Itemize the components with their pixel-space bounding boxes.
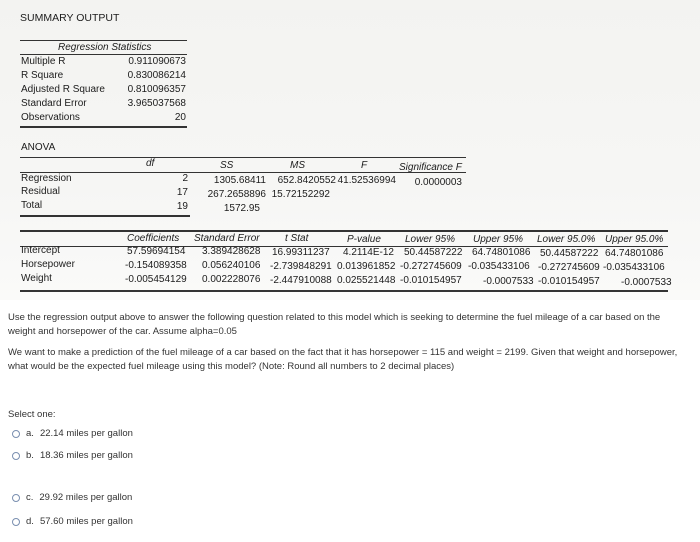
coef-value: -2.447910088 — [270, 275, 332, 286]
option-d[interactable] — [12, 516, 133, 527]
coef-header: Lower 95% — [405, 234, 456, 245]
radio-c[interactable] — [12, 494, 20, 502]
stats-bottom-rule — [20, 126, 187, 128]
coef-value: -0.005454129 — [125, 274, 187, 285]
anova-row-label: Residual — [21, 186, 60, 197]
coef-value: 64.74801086 — [605, 248, 664, 259]
coef-bottom-rule — [20, 290, 668, 292]
anova-df: 2 — [182, 173, 188, 184]
stats-top-rule — [20, 40, 187, 41]
anova-ms: 652.8420552 — [277, 175, 336, 186]
coef-value: -0.010154957 — [400, 275, 462, 286]
option-c[interactable] — [12, 492, 132, 503]
coef-header: Upper 95.0% — [605, 234, 664, 245]
coef-value: 0.025521448 — [337, 275, 396, 286]
stat-value: 3.965037568 — [127, 98, 186, 109]
option-text: 29.92 miles per gallon — [39, 492, 133, 503]
coef-value: -0.272745609 — [400, 261, 462, 272]
option-b[interactable] — [12, 450, 133, 461]
stats-header-rule — [20, 54, 187, 55]
anova-row-label: Total — [21, 200, 43, 211]
anova-header-f: F — [361, 160, 368, 171]
coef-header: P-value — [347, 234, 381, 245]
coef-header: Coefficients — [127, 233, 180, 244]
anova-header-df: df — [146, 158, 155, 169]
question-paragraph-2: We want to make a prediction of the fuel mileage of a car based on the fact that it has horsepower = 115 and weight = 2199. Given that weight and horsepower, what would be the expected fuel mileage using this model? (Note: Round all numbers to 2 decimal places) — [8, 347, 678, 372]
option-text: 18.36 miles per gallon — [39, 450, 133, 461]
coef-value: -0.272745609 — [538, 262, 600, 273]
anova-sigf: 0.0000003 — [414, 177, 462, 188]
radio-b[interactable] — [12, 452, 20, 460]
anova-ss: 1572.95 — [223, 203, 260, 214]
stat-label: Standard Error — [21, 98, 87, 109]
anova-f: 41.52536994 — [337, 175, 396, 186]
coef-value: 57.59694154 — [127, 246, 186, 257]
anova-top-rule — [20, 157, 466, 158]
anova-df: 19 — [176, 201, 188, 212]
option-a[interactable] — [12, 428, 133, 439]
coef-value: -0.010154957 — [538, 276, 600, 287]
coef-value: -0.0007533 — [483, 276, 534, 287]
coef-value: 50.44587222 — [540, 248, 599, 259]
stat-value: 0.911090673 — [128, 56, 186, 67]
summary-title: SUMMARY OUTPUT — [20, 12, 120, 24]
coef-row-label: Weight — [21, 273, 52, 284]
option-letter: a. — [26, 428, 34, 439]
regression-statistics-title: Regression Statistics — [58, 42, 152, 53]
anova-header-sigf: Significance F — [399, 162, 462, 173]
stat-value: 0.810096357 — [127, 84, 186, 95]
coef-header: Standard Error — [194, 233, 260, 244]
stat-label: Multiple R — [21, 56, 66, 67]
coef-header: Upper 95% — [473, 234, 524, 245]
anova-df: 17 — [176, 187, 188, 198]
coef-value: 16.99311237 — [272, 247, 330, 258]
stat-value: 0.830086214 — [127, 70, 186, 81]
coef-row-label: Horsepower — [21, 259, 75, 270]
option-text: 57.60 miles per gallon — [39, 516, 133, 527]
coef-value: 0.056240106 — [202, 260, 261, 271]
coef-value: 0.013961852 — [337, 261, 396, 272]
coef-value: -0.0007533 — [621, 277, 672, 288]
coef-value: -0.154089358 — [125, 260, 187, 271]
radio-d[interactable] — [12, 518, 20, 526]
stat-value: 20 — [174, 112, 186, 123]
option-letter: c. — [26, 492, 34, 503]
coef-header: t Stat — [285, 233, 309, 244]
anova-header-rule — [20, 172, 466, 173]
question-paragraph-1: Use the regression output above to answer the following question related to this model which is seeking to determine the fuel mileage of a car based on the weight and horsepower of the car. Assume alpha=0.05 — [8, 312, 661, 337]
coef-value: 0.002228076 — [202, 274, 261, 285]
option-letter: b. — [26, 450, 34, 461]
coef-value: -0.035433106 — [603, 262, 665, 273]
coef-value: 3.389428628 — [202, 246, 261, 257]
stat-label: Observations — [21, 112, 80, 123]
select-one-label: Select one: — [8, 409, 56, 420]
stat-label: Adjusted R Square — [21, 84, 105, 95]
coef-row-label: Intercept — [21, 245, 60, 256]
stat-label: R Square — [21, 70, 64, 81]
anova-ms: 15.72152292 — [271, 189, 330, 200]
coef-value: 4.2114E-12 — [343, 247, 394, 258]
anova-bottom-rule — [20, 215, 190, 217]
radio-a[interactable] — [12, 430, 20, 438]
coef-value: -0.035433106 — [468, 261, 530, 272]
coef-value: 50.44587222 — [404, 247, 463, 258]
coef-value: -2.739848291 — [270, 261, 332, 272]
anova-ss: 267.2658896 — [207, 189, 266, 200]
anova-title: ANOVA — [21, 142, 56, 153]
anova-header-ss: SS — [220, 160, 234, 171]
coef-value: 64.74801086 — [472, 247, 531, 258]
option-text: 22.14 miles per gallon — [39, 428, 133, 439]
anova-row-label: Regression — [21, 173, 72, 184]
coef-top-rule — [20, 230, 668, 232]
option-letter: d. — [26, 516, 34, 527]
anova-header-ms: MS — [290, 160, 305, 171]
anova-ss: 1305.68411 — [213, 175, 266, 186]
coef-header: Lower 95.0% — [537, 234, 596, 245]
